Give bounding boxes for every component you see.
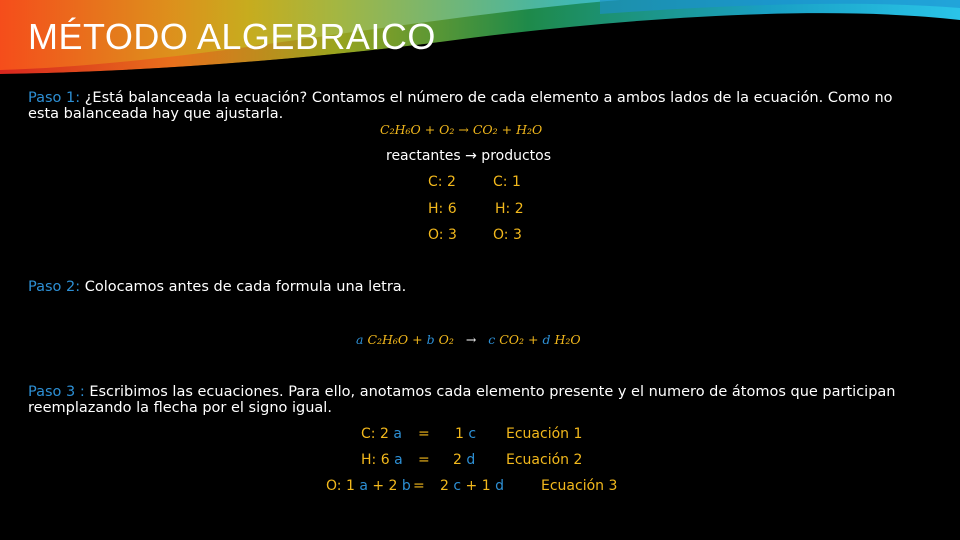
- eq3-rhs-text: 2: [440, 478, 449, 494]
- eq3-name: Ecuación 3: [541, 478, 618, 494]
- coef-a: a: [356, 332, 364, 347]
- paso2-text: Colocamos antes de cada formula una letra.: [80, 279, 407, 295]
- eq3-var-d: d: [495, 478, 504, 494]
- arrow: →: [465, 332, 477, 347]
- paso1-text: ¿Está balanceada la ecuación? Contamos el número de cada elemento a ambos lados de la ecuación. Como no esta balanceada hay que ajustarla.: [28, 90, 893, 122]
- eq3-mid1: + 2: [372, 478, 398, 494]
- count-left-c: C: 2: [428, 174, 456, 190]
- paso2-paragraph: [28, 279, 928, 295]
- count-left-h: H: 6: [428, 201, 457, 217]
- eq2-rhs: [453, 452, 475, 468]
- coef-b: b: [426, 332, 435, 347]
- paso2-equation: [356, 332, 581, 347]
- paso2-label: Paso 2:: [28, 279, 81, 295]
- eq3-rhs: [440, 478, 504, 494]
- eq1-rhs: [455, 426, 476, 442]
- eq1-equals: =: [418, 426, 430, 442]
- eq2-lhs: [361, 452, 403, 468]
- paso3-label: Paso 3 :: [28, 384, 85, 400]
- eq3-mid2: + 1: [465, 478, 491, 494]
- eq1-var-c: c: [468, 426, 477, 442]
- count-right-h: H: 2: [495, 201, 524, 217]
- eq1-lhs: [361, 426, 402, 442]
- paso3-text: Escribimos las ecuaciones. Para ello, anotamos cada elemento presente y el numero de átomos que participan reemplazando la flecha por el signo igual.: [28, 384, 896, 416]
- count-right-o: O: 3: [493, 227, 522, 243]
- eq3-var-c: c: [453, 478, 462, 494]
- paso1-paragraph: [28, 90, 928, 122]
- paso3-paragraph: [28, 384, 928, 416]
- paso1-header: reactantes → productos: [386, 148, 552, 164]
- product-2: H₂O: [554, 332, 581, 347]
- eq3-var-a: a: [359, 478, 368, 494]
- slide-title: MÉTODO ALGEBRAICO: [28, 16, 436, 57]
- count-right-c: C: 1: [493, 174, 521, 190]
- product-1: CO₂: [499, 332, 525, 347]
- paso1-equation: C₂H₆O + O₂ → CO₂ + H₂O: [380, 122, 543, 137]
- plus-2: +: [528, 332, 539, 347]
- eq2-var-a: a: [394, 452, 403, 468]
- plus-1: +: [412, 332, 423, 347]
- paso1-label: Paso 1:: [28, 90, 81, 106]
- eq3-lhs-text: O: 1: [326, 478, 355, 494]
- eq2-equals: =: [418, 452, 430, 468]
- eq2-lhs-text: H: 6: [361, 452, 390, 468]
- eq2-var-d: d: [466, 452, 476, 468]
- eq1-lhs-text: C: 2: [361, 426, 389, 442]
- reactant-1: C₂H₆O: [367, 332, 409, 347]
- reactant-2: O₂: [438, 332, 454, 347]
- count-left-o: O: 3: [428, 227, 457, 243]
- eq3-equals: =: [413, 478, 425, 494]
- eq1-rhs-text: 1: [455, 426, 464, 442]
- coef-d: d: [542, 332, 551, 347]
- eq2-name: Ecuación 2: [506, 452, 583, 468]
- coef-c: c: [488, 332, 496, 347]
- eq3-lhs: [326, 478, 411, 494]
- eq1-var-a: a: [393, 426, 402, 442]
- eq1-name: Ecuación 1: [506, 426, 583, 442]
- eq3-var-b: b: [401, 478, 411, 494]
- eq2-rhs-text: 2: [453, 452, 462, 468]
